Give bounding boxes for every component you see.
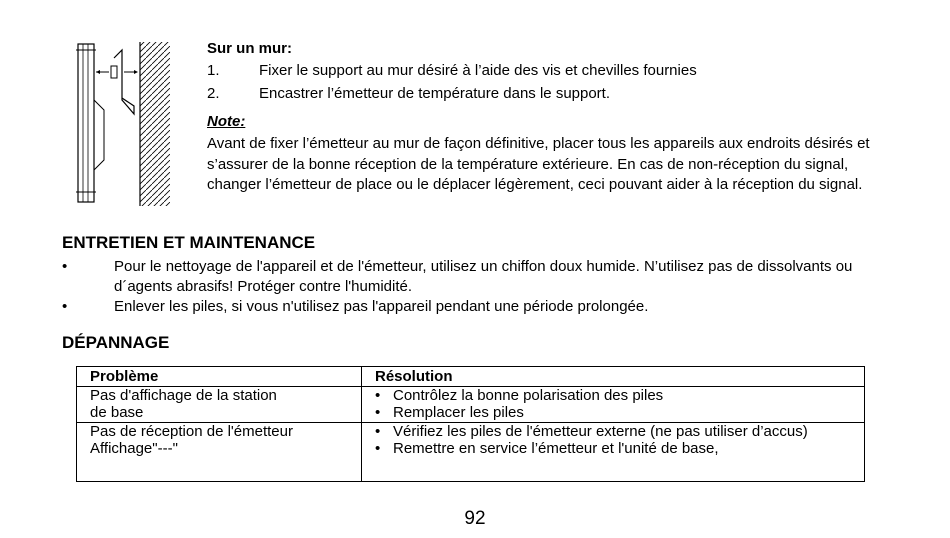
resolution-text: Remplacer les piles	[393, 404, 524, 421]
note-body: Avant de fixer l’émetteur au mur de façon définitive, placer tous les appareils aux endroits désirés et s’assurer de la bonne réception de la température extérieure. En cas de non-réception du signal, changer l’émetteur de place ou le déplacer légèrement, ceci pouvant aider à la réception du signal.	[207, 135, 870, 193]
resolution-cell	[362, 387, 865, 423]
problem-line: de base	[90, 404, 144, 421]
troubleshooting-table	[76, 366, 865, 482]
maintenance-heading: ENTRETIEN ET MAINTENANCE	[62, 233, 316, 252]
bullet-icon: •	[375, 423, 381, 440]
resolution-cell	[362, 423, 865, 482]
bullet-icon: •	[375, 404, 381, 421]
resolution-text: Remettre en service l’émetteur et l'unité de base,	[393, 440, 719, 457]
bullet-icon: •	[375, 440, 381, 457]
problem-cell	[77, 387, 362, 423]
problem-line: Pas d'affichage de la station	[90, 387, 277, 404]
problem-line: Pas de réception de l'émetteur	[90, 423, 293, 440]
table-row	[77, 387, 865, 423]
step-number: 1.	[207, 62, 220, 79]
maintenance-item	[62, 257, 862, 297]
table-header-row	[77, 367, 865, 387]
column-header-problem: Problème	[77, 367, 362, 387]
mount-step	[207, 85, 610, 102]
wall-mount-illustration	[74, 40, 174, 208]
page-number: 92	[464, 508, 486, 529]
maintenance-item-text: Pour le nettoyage de l'appareil et de l'émetteur, utilisez un chiffon doux humide. N’utilisez pas de dissolvants ou d´agents abrasifs! Protéger contre l'humidité.	[114, 258, 853, 295]
column-header-resolution: Résolution	[362, 367, 865, 387]
resolution-item	[375, 440, 860, 457]
step-number: 2.	[207, 85, 220, 102]
resolution-item	[375, 404, 860, 421]
step-text: Encastrer l’émetteur de température dans le support.	[259, 85, 611, 102]
troubleshooting-heading: DÉPANNAGE	[62, 333, 170, 352]
mount-step	[207, 62, 697, 79]
step-text: Fixer le support au mur désiré à l’aide des vis et chevilles fournies	[259, 62, 697, 79]
maintenance-item	[62, 297, 862, 317]
problem-line: Affichage"---"	[90, 440, 178, 457]
resolution-item	[375, 423, 860, 440]
note-title: Note:	[207, 113, 246, 130]
problem-cell	[77, 423, 362, 482]
bullet-icon: •	[62, 298, 68, 315]
resolution-text: Contrôlez la bonne polarisation des piles	[393, 387, 664, 404]
maintenance-item-text: Enlever les piles, si vous n'utilisez pas l'appareil pendant une période prolongée.	[114, 298, 649, 315]
resolution-item	[375, 387, 860, 404]
table-row	[77, 423, 865, 482]
bullet-icon: •	[62, 258, 68, 275]
mount-title: Sur un mur:	[207, 40, 292, 57]
resolution-text: Vérifiez les piles de l'émetteur externe (ne pas utiliser d’accus)	[393, 423, 808, 440]
bullet-icon: •	[375, 387, 381, 404]
